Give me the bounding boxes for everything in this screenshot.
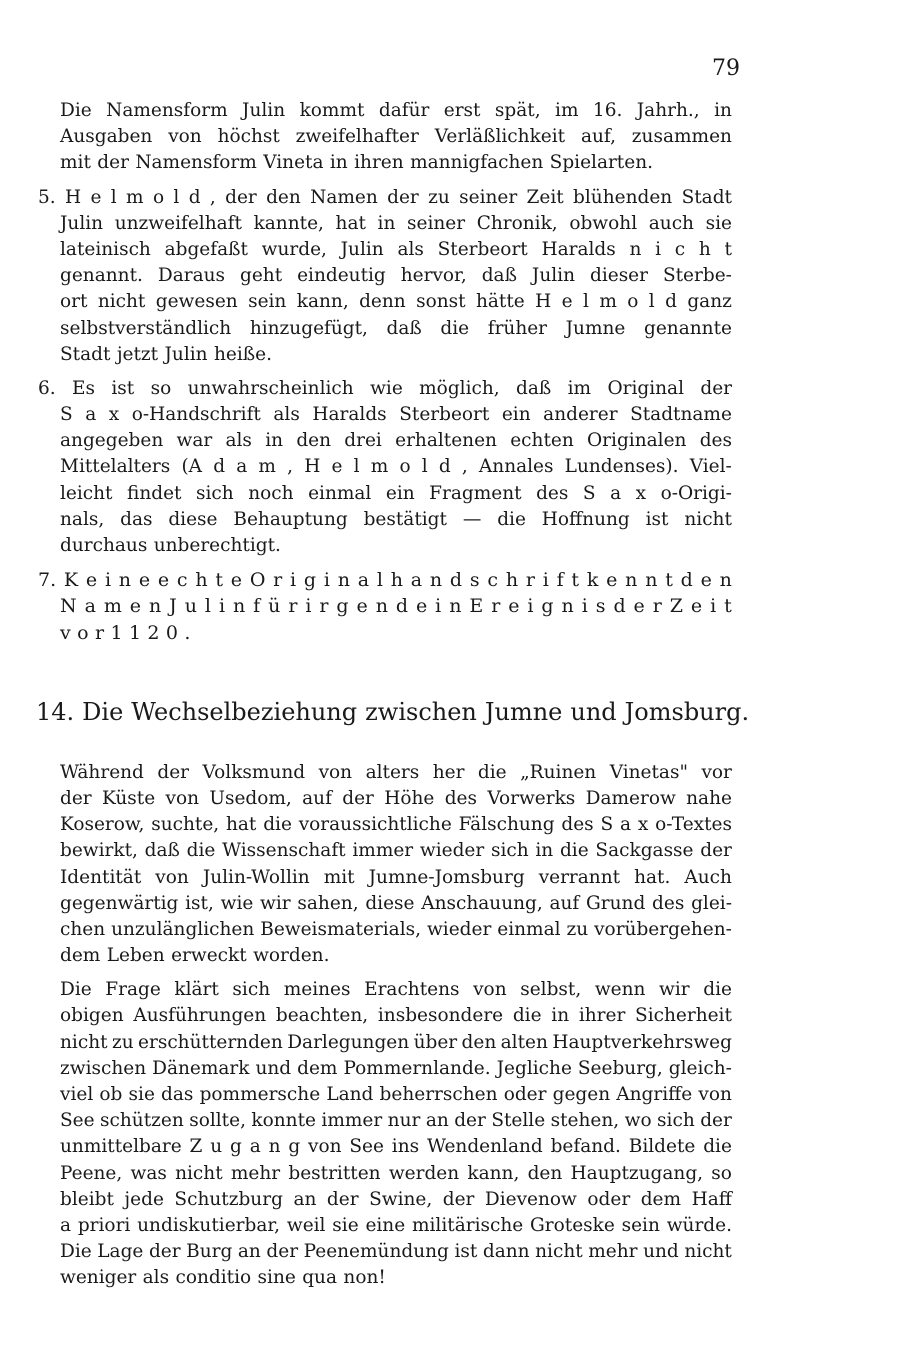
text-line: See schützen sollte, konnte immer nur an der Stelle stehen, wo sich der bbox=[60, 1110, 732, 1132]
text-line: Julin unzweifelhaft kannte, hat in seiner Chronik, obwohl auch sie bbox=[60, 212, 732, 234]
text-line: Mittelalters (A d a m , H e l m o l d , Annales Lundenses). Viel- bbox=[60, 456, 732, 478]
text-line: Die Lage der Burg an der Peenemündung ist dann nicht mehr und nicht bbox=[60, 1241, 732, 1263]
page-body bbox=[36, 98, 750, 1292]
paragraph bbox=[38, 185, 732, 368]
text-line: 5. H e l m o l d , der den Namen der zu seiner Zeit blühenden Stadt bbox=[38, 186, 732, 208]
text-line: unmittelbare Z u g a n g von See ins Wendenland befand. Bildete die bbox=[60, 1136, 732, 1158]
page-number: 79 bbox=[712, 56, 740, 81]
paragraph bbox=[60, 760, 732, 970]
text-line: der Küste von Usedom, auf der Höhe des Vorwerks Damerow nahe bbox=[60, 787, 732, 809]
text-line: genannt. Daraus geht eindeutig hervor, daß Julin dieser Sterbe- bbox=[60, 265, 732, 287]
text-line: nals, das diese Behauptung bestätigt — die Hoffnung ist nicht bbox=[60, 508, 732, 530]
paragraph bbox=[60, 98, 732, 177]
text-line: Ausgaben von höchst zweifelhafter Verläßlichkeit auf, zusammen bbox=[60, 126, 732, 148]
text-line: viel ob sie das pommersche Land beherrschen oder gegen Angriffe von bbox=[60, 1084, 732, 1105]
text-line: N a m e n J u l i n f ü r i r g e n d e i n E r e i g n i s d e r Z e i t bbox=[60, 595, 732, 618]
text-line: zwischen Dänemark und dem Pommernlande. Jegliche Seeburg, gleich- bbox=[60, 1057, 732, 1079]
text-line: ort nicht gewesen sein kann, denn sonst hätte H e l m o l d ganz bbox=[60, 291, 732, 313]
text-line: chen unzulänglichen Beweismaterials, wieder einmal zu vorübergehen- bbox=[60, 918, 732, 940]
text-line: leicht findet sich noch einmal ein Fragment des S a x o-Origi- bbox=[60, 482, 732, 504]
text-line: selbstverständlich hinzugefügt, daß die früher Jumne genannte bbox=[60, 317, 732, 339]
text-line: Während der Volksmund von alters her die „Ruinen Vinetas" vor bbox=[60, 761, 732, 783]
text-line: 6. Es ist so unwahrscheinlich wie möglich, daß im Original der bbox=[38, 377, 732, 399]
text-line: bewirkt, daß die Wissenschaft immer wieder sich in die Sackgasse der bbox=[60, 840, 732, 862]
text-line: Peene, was nicht mehr bestritten werden kann, den Hauptzugang, so bbox=[60, 1162, 732, 1184]
text-line: durchaus unberechtigt. bbox=[60, 535, 281, 556]
text-line: S a x o-Handschrift als Haralds Sterbeort ein anderer Stadtname bbox=[60, 404, 732, 426]
text-line: angegeben war als in den drei erhaltenen echten Originalen des bbox=[60, 430, 732, 452]
section-heading: 14. Die Wechselbeziehung zwischen Jumne und Jomsburg. bbox=[36, 697, 750, 726]
text-line: gegenwärtig ist, wie wir sahen, diese Anschauung, auf Grund des glei- bbox=[60, 892, 732, 914]
text-line: Die Frage klärt sich meines Erachtens von selbst, wenn wir die bbox=[60, 979, 732, 1001]
text-line: Identität von Julin-Wollin mit Jumne-Jomsburg verrannt hat. Auch bbox=[60, 866, 732, 888]
paragraph bbox=[38, 376, 732, 559]
text-line: obigen Ausführungen beachten, insbesondere die in ihrer Sicherheit bbox=[60, 1005, 732, 1027]
text-line: Stadt jetzt Julin heiße. bbox=[60, 343, 272, 365]
text-line: Die Namensform Julin kommt dafür erst spät, im 16. Jahrh., in bbox=[60, 100, 732, 121]
text-line: mit der Namensform Vineta in ihren mannigfachen Spielarten. bbox=[60, 152, 653, 174]
paragraph bbox=[60, 977, 732, 1291]
text-line: weniger als conditio sine qua non! bbox=[60, 1267, 386, 1289]
text-line: Koserow, suchte, hat die voraussichtliche Fälschung des S a x o-Textes bbox=[60, 814, 732, 836]
paragraph bbox=[38, 567, 732, 646]
text-line: a priori undiskutierbar, weil sie eine militärische Groteske sein würde. bbox=[60, 1214, 732, 1236]
text-line: dem Leben erweckt worden. bbox=[60, 945, 330, 967]
text-line: v o r 1 1 2 0 . bbox=[60, 621, 191, 644]
text-line: nicht zu erschütternden Darlegungen über den alten Hauptverkehrsweg bbox=[60, 1031, 732, 1053]
text-line: lateinisch abgefaßt wurde, Julin als Sterbeort Haralds n i c h t bbox=[60, 238, 732, 260]
text-line: 7. K e i n e e c h t e O r i g i n a l h a n d s c h r i f t k e n n t d e n bbox=[38, 569, 732, 592]
text-line: bleibt jede Schutzburg an der Swine, der Dievenow oder dem Haff bbox=[60, 1188, 732, 1210]
